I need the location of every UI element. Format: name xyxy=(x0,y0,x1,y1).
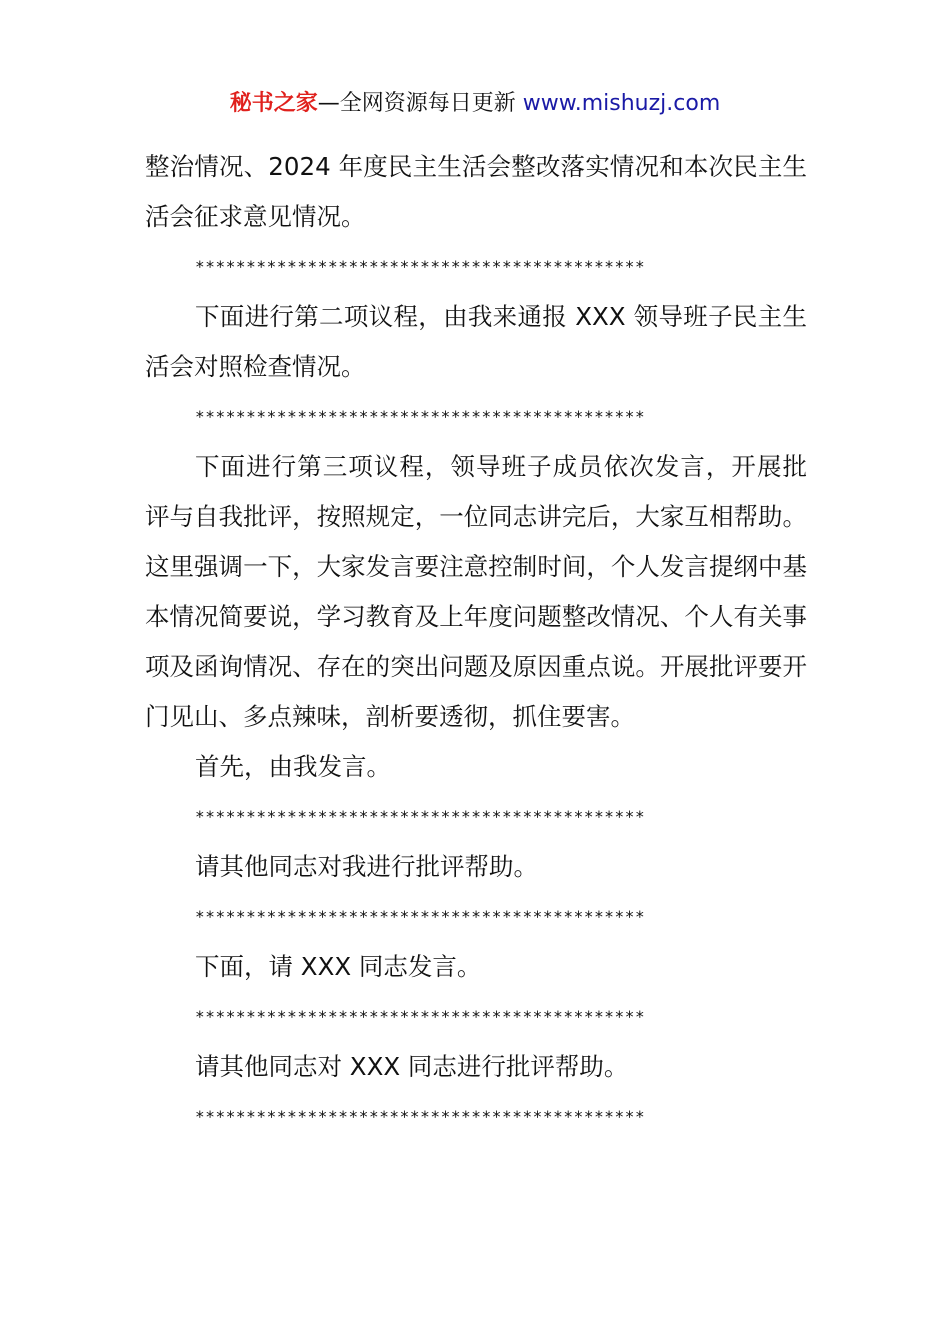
paragraph-criticism-request: 请其他同志对我进行批评帮助。 xyxy=(195,852,538,881)
document-body xyxy=(145,142,807,1142)
paragraph-criticism-request-xxx: 请其他同志对 XXX 同志进行批评帮助。 xyxy=(195,1052,629,1081)
paragraph-next-speaker: 下面，请 XXX 同志发言。 xyxy=(195,952,482,981)
paragraph-agenda-item-2: 下面进行第二项议程，由我来通报 XXX 领导班子民主生活会对照检查情况。 xyxy=(145,302,807,381)
separator-line: ******************************************** xyxy=(195,257,646,276)
separator-line: ******************************************** xyxy=(195,407,646,426)
paragraph-continuation: 整治情况、2024 年度民主生活会整改落实情况和本次民主生活会征求意见情况。 xyxy=(145,152,807,231)
paragraph-first-speaker: 首先，由我发言。 xyxy=(195,752,391,781)
separator-line: ******************************************** xyxy=(195,1007,646,1026)
separator-line: ******************************************** xyxy=(195,907,646,926)
website-link[interactable]: www.mishuzj.com xyxy=(522,91,721,116)
header-slogan: —全网资源每日更新 xyxy=(317,91,523,116)
separator-line: ******************************************** xyxy=(195,807,646,826)
brand-name: 秘书之家 xyxy=(229,91,318,116)
separator-line: ******************************************** xyxy=(195,1107,646,1126)
paragraph-agenda-item-3: 下面进行第三项议程，领导班子成员依次发言，开展批评与自我批评，按照规定，一位同志讲完后，大家互相帮助。这里强调一下，大家发言要注意控制时间，个人发言提纲中基本情况简要说，学习教育及上年度问题整改情况、个人有关事项及函询情况、存在的突出问题及原因重点说。开展批评要开门见山、多点辣味，剖析要透彻，抓住要害。 xyxy=(145,452,807,731)
page-header xyxy=(0,86,950,122)
